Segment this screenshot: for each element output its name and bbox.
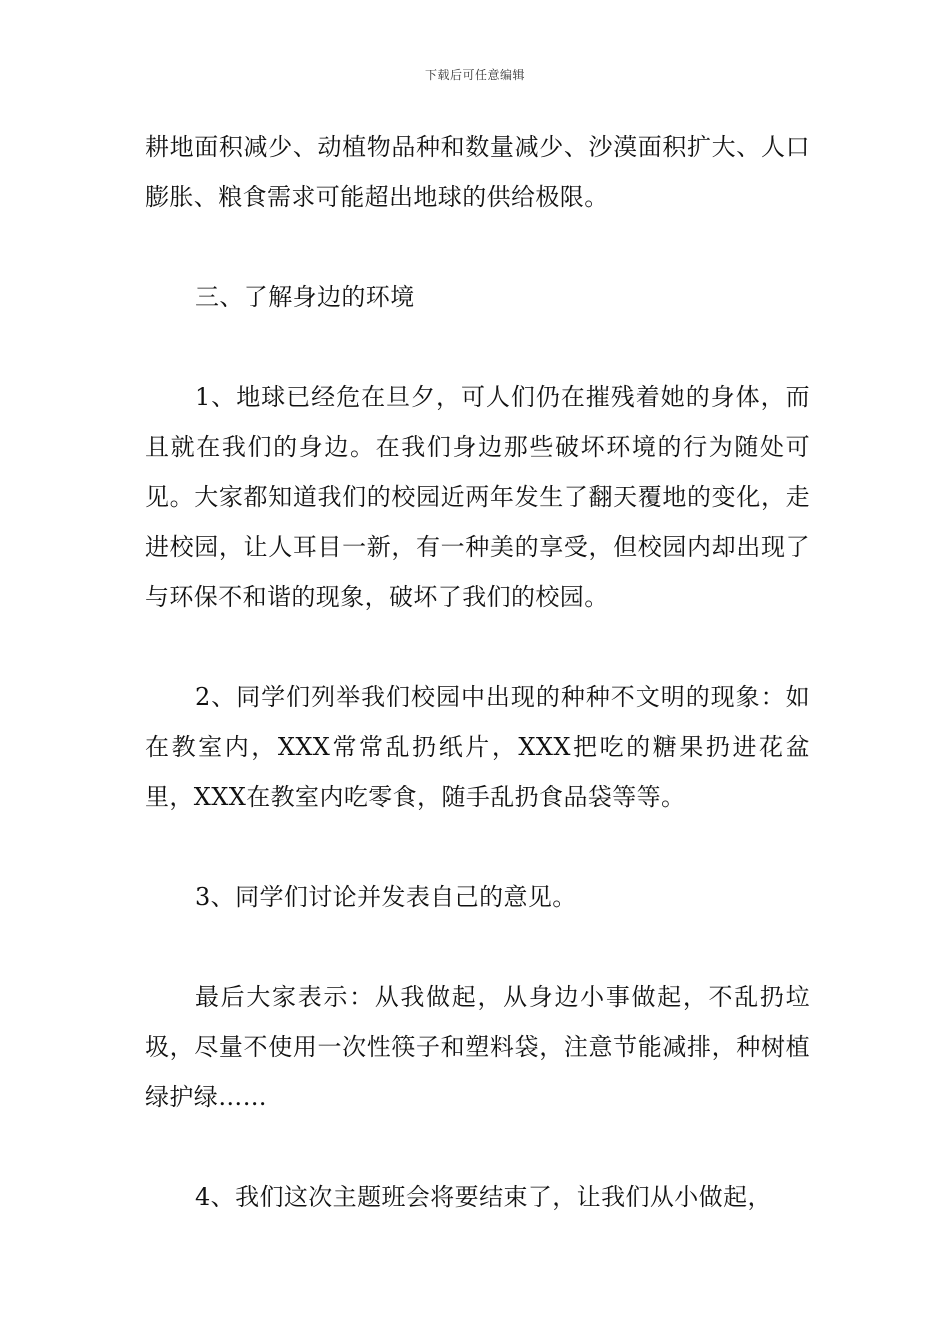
page-header: 下载后可任意编辑 (424, 68, 525, 82)
paragraph-item-2: 2、同学们列举我们校园中出现的种种不文明的现象：如在教室内，XXX常常乱扔纸片，XXX把吃的糖果扔进花盆里，XXX在教室内吃零食，随手乱扔食品袋等等。 (145, 683, 810, 811)
paragraph-item-1: 1、地球已经危在旦夕，可人们仍在摧残着她的身体，而且就在我们的身边。在我们身边那些破坏环境的行为随处可见。大家都知道我们的校园近两年发生了翻天覆地的变化，走进校园，让人耳目一新，有一种美的享受，但校园内却出现了与环保不和谐的现象，破坏了我们的校园。 (145, 383, 810, 611)
paragraph-conclusion: 最后大家表示：从我做起，从身边小事做起，不乱扔垃圾，尽量不使用一次性筷子和塑料袋，注意节能减排，种树植绿护绿…… (145, 983, 810, 1111)
paragraph-item-4: 4、我们这次主题班会将要结束了，让我们从小做起， (195, 1183, 772, 1211)
document-body (145, 122, 810, 1272)
section-heading: 三、了解身边的环境 (195, 283, 415, 311)
paragraph-item-3: 3、同学们讨论并发表自己的意见。 (195, 883, 577, 911)
paragraph-continuation: 耕地面积减少、动植物品种和数量减少、沙漠面积扩大、人口膨胀、粮食需求可能超出地球的供给极限。 (145, 133, 810, 211)
